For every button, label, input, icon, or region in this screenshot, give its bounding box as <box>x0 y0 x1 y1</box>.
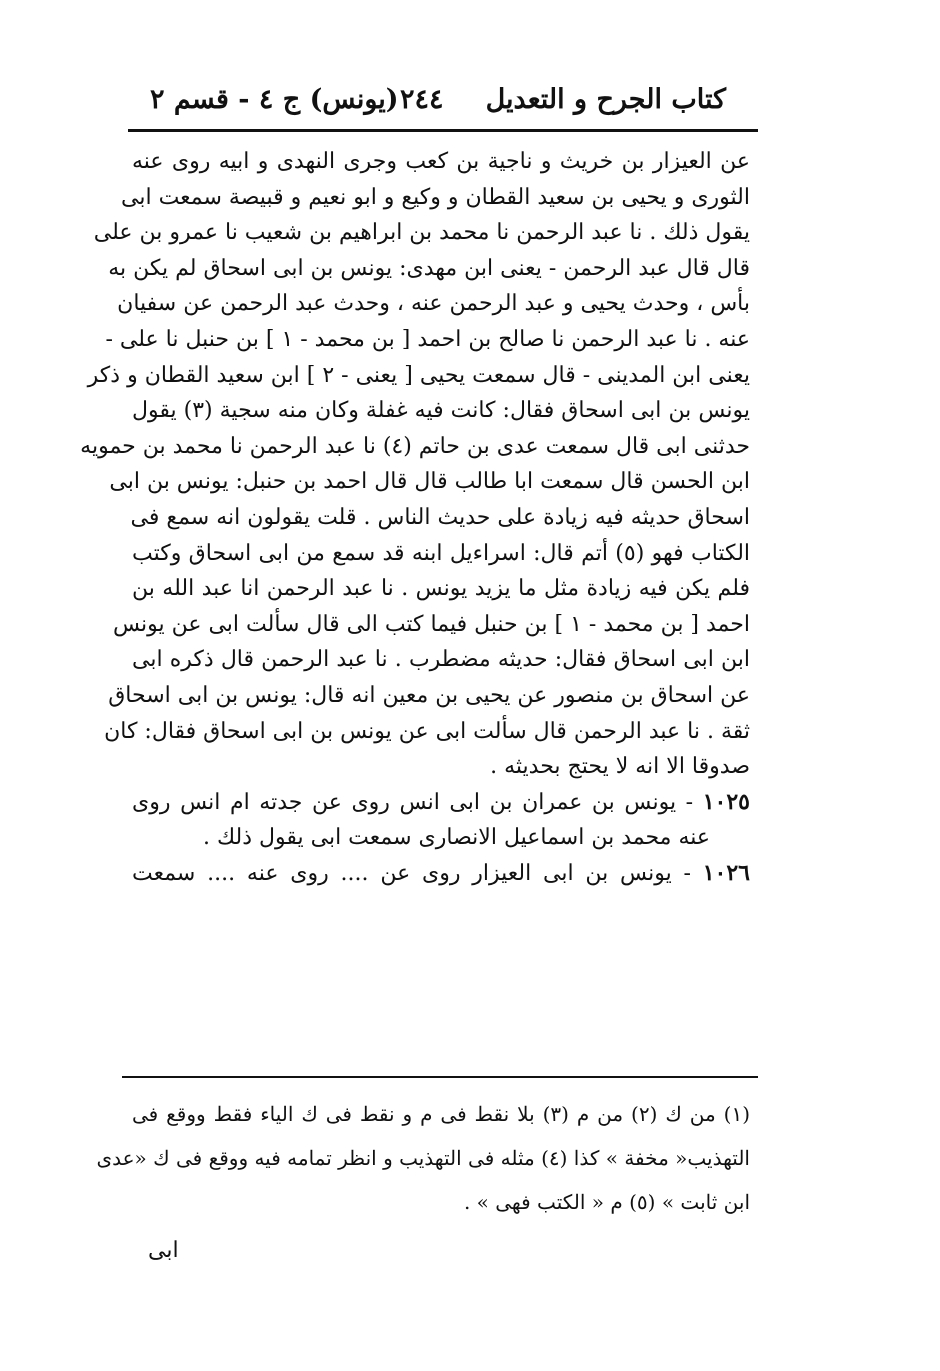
entry-number: ١٠٢٥ <box>702 788 750 815</box>
entry-1026-line <box>132 856 750 892</box>
footnote-rule <box>122 1076 758 1078</box>
text-line: بأس ، وحدث يحيى و عبد الرحمن عنه ، وحدث عبد الرحمن عن سفيان <box>117 291 750 317</box>
text-line: اسحاق حديثه فيه زيادة على حديث الناس . قلت يقولون انه سمع فى <box>130 504 750 530</box>
entry-text: - يونس بن عمران بن ابى انس روى عن جدته ام انس روى <box>132 789 694 815</box>
text-line: ابن الحسن قال سمعت ابا طالب قال قال احمد بن حنبل: يونس بن ابى <box>109 469 750 495</box>
entry-1025-line <box>132 785 750 821</box>
text-line: ثقة . نا عبد الرحمن قال سألت ابى عن يونس بن ابى اسحاق فقال: كان <box>104 718 750 744</box>
footnote-line: التهذيب« مخفة » كذا (٤) مثله فى التهذيب و انظر تمامه فيه ووقع فى ك «عدى <box>96 1146 750 1170</box>
text-line: يقول ذلك . نا عبد الرحمن نا محمد بن ابراهيم بن شعيب نا عمرو بن على <box>93 220 750 246</box>
footnote-line: ابن ثابت » (٥) م « الكتب فهى » . <box>463 1190 750 1214</box>
running-header <box>128 80 758 124</box>
text-line: صدوقا الا انه لا يحتج بحديثه . <box>490 754 750 780</box>
entry-number: ١٠٢٦ <box>702 859 750 886</box>
text-line: عن اسحاق بن منصور عن يحيى بن معين انه قال: يونس بن ابى اسحاق <box>108 682 750 708</box>
text-line: الكتاب فهو (٥) أتم قال: اسراءيل ابنه قد سمع من ابى اسحاق وكتب <box>132 540 751 566</box>
text-line: عنه محمد بن اسماعيل الانصارى سمعت ابى يقول ذلك . <box>203 825 710 851</box>
text-line: ابن ابى اسحاق فقال: حديثه مضطرب . نا عبد الرحمن قال ذكره ابى <box>132 647 750 673</box>
text-line: عنه . نا عبد الرحمن نا صالح بن احمد [ بن محمد - ١ ] بن حنبل نا على - <box>105 326 750 352</box>
book-title: كتاب الجرح و التعديل <box>485 84 726 115</box>
main-text <box>80 144 751 891</box>
header-rule <box>128 129 758 132</box>
text-line: يونس بن ابى اسحاق فقال: كانت فيه غفلة وكان منه سجية (٣) يقول <box>132 398 750 424</box>
footnotes <box>96 1092 750 1224</box>
section-label: (يونس) ج ٤ - قسم ٢ <box>150 84 399 115</box>
text-line: الثورى و يحيى بن سعيد القطان و وكيع و ابو نعيم و قبيصة سمعت ابى <box>121 184 750 210</box>
text-line: فلم يكن فيه زيادة مثل ما يزيد يونس . نا عبد الرحمن انا عبد الله بن <box>132 576 750 602</box>
catchword: ابى <box>148 1238 179 1263</box>
text-line: قال قال عبد الرحمن - يعنى ابن مهدى: يونس بن ابى اسحاق لم يكن به <box>108 255 750 281</box>
entry-text: - يونس بن ابى العيزار روى عن .... روى عنه .... سمعت <box>132 860 691 886</box>
page-number: ٢٤٤ <box>400 84 444 115</box>
text-line: عن العيزار بن خريث و ناجية بن كعب وجرى النهدى و ابيه روى عنه <box>132 149 750 174</box>
text-line: يعنى ابن المدينى - قال سمعت يحيى [ يعنى - ٢ ] ابن سعيد القطان و ذكر <box>87 362 750 388</box>
text-line: حدثنى ابى قال سمعت عدى بن حاتم (٤) نا عبد الرحمن نا محمد بن حمويه <box>80 433 750 459</box>
text-line: احمد [ بن محمد - ١ ] بن حنبل فيما كتب الى قال سألت ابى عن يونس <box>112 611 750 637</box>
footnote-line: (١) من ك (٢) من م (٣) بلا نقط فى م و نقط فى ك الياء فقط ووقع فى <box>132 1102 750 1126</box>
